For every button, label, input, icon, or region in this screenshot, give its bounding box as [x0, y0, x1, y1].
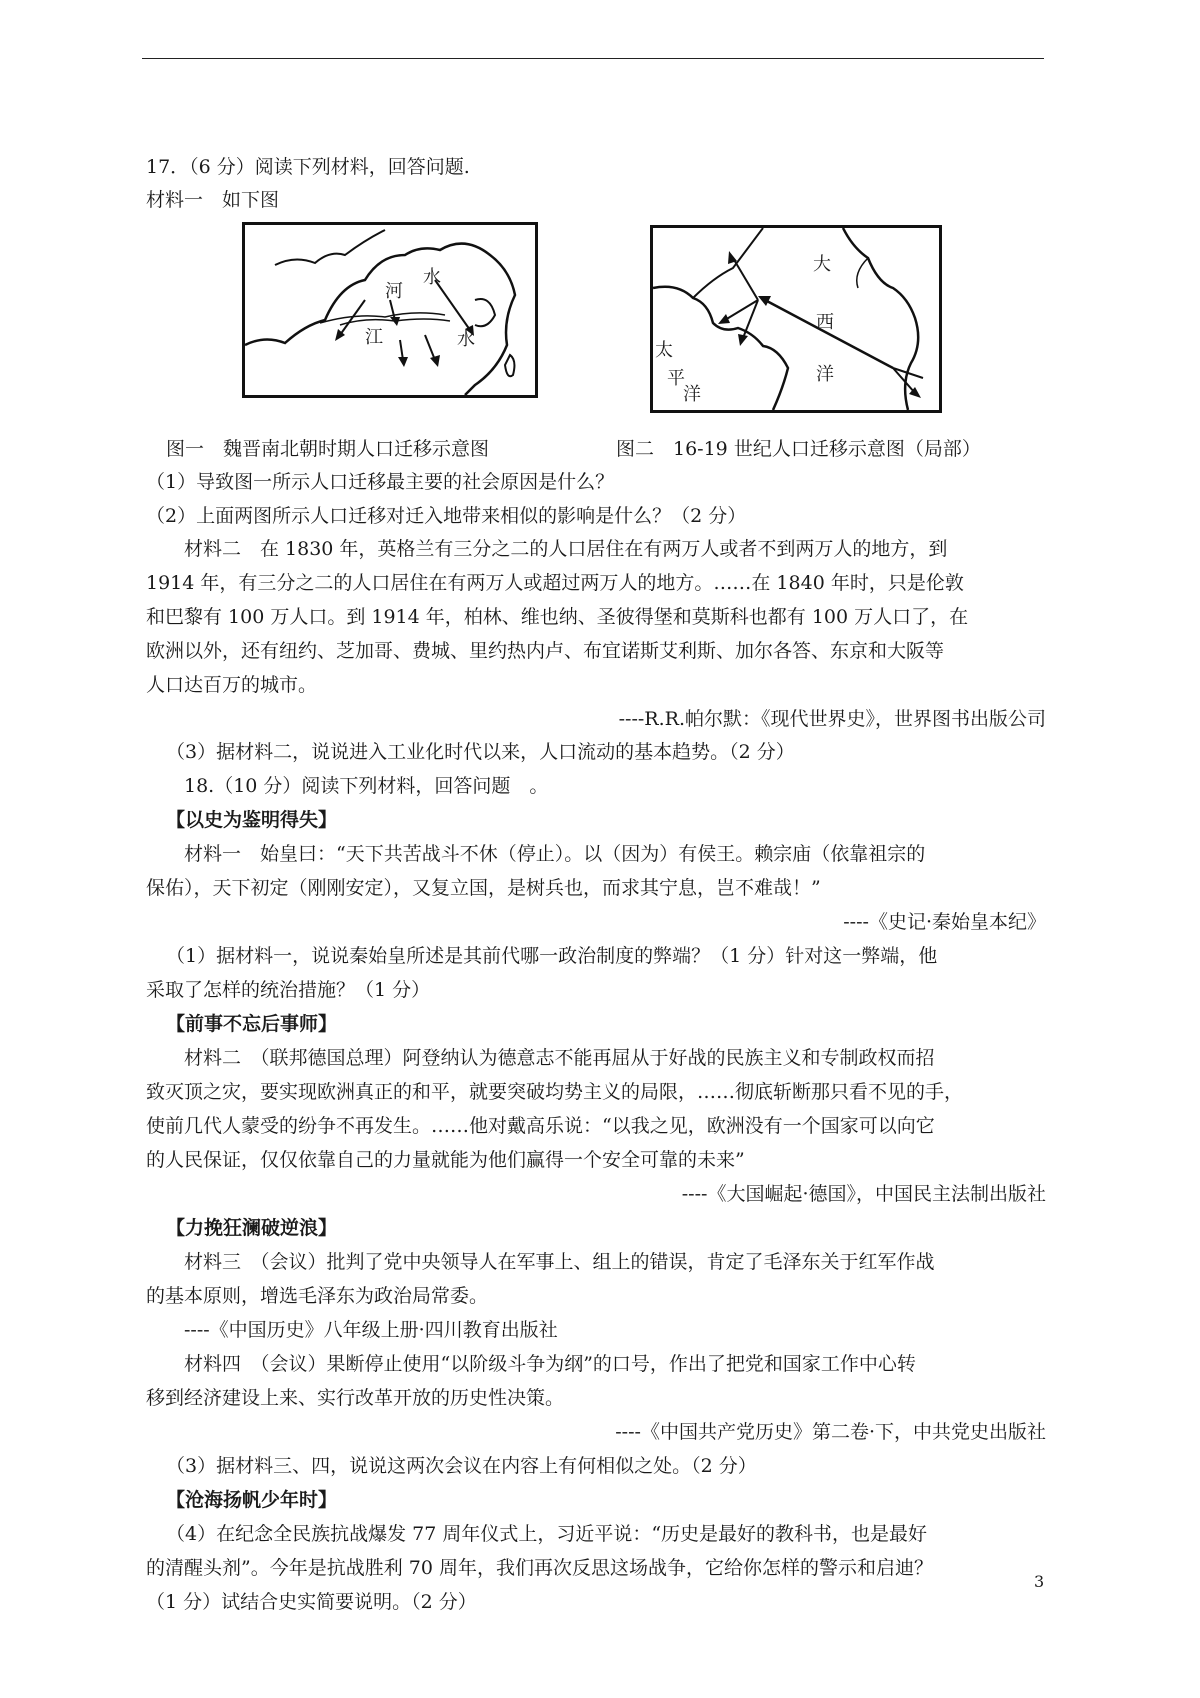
header-rule [142, 58, 1044, 59]
q18-heading-3: 【力挽狂澜破逆浪】 [166, 1217, 338, 1239]
map1-label-he: 河 [385, 281, 403, 302]
q18-m1-line-2: 保佑），天下初定（刚刚安定），又复立国，是树兵也，而求其宁息，岂不难哉！” [146, 877, 821, 899]
q18-m2-line-1: 材料二 （联邦德国总理）阿登纳认为德意志不能再屈从于好战的民族主义和专制政权而招 [184, 1047, 935, 1069]
q18-sub4-line-3: （1 分）试结合史实简要说明。（2 分） [146, 1591, 477, 1613]
q17-m2-line-2: 1914 年，有三分之二的人口居住在有两万人或超过两万人的地方。……在 1840 年时，只是伦敦 [146, 572, 964, 594]
q18-sub4-line-2: 的清醒头剂”。今年是抗战胜利 70 周年，我们再次反思这场战争，它给你怎样的警示和启迪？ [146, 1557, 933, 1579]
map1-label-shui-1: 水 [423, 267, 441, 288]
q18-sub1-line-1: （1）据材料一，说说秦始皇所述是其前代哪一政治制度的弊端？（1 分）针对这一弊端，他 [166, 945, 938, 967]
q18-m3-source: ----《中国历史》八年级上册·四川教育出版社 [184, 1319, 558, 1341]
q18-sub4-line-1: （4）在纪念全民族抗战爆发 77 周年仪式上，习近平说：“历史是最好的教科书，也是最好 [166, 1523, 928, 1545]
q17-m2-line-3: 和巴黎有 100 万人口。到 1914 年，柏林、维也纳、圣彼得堡和莫斯科也都有 100 万人口了，在 [146, 606, 969, 628]
q18-sub3: （3）据材料三、四，说说这两次会议在内容上有何相似之处。（2 分） [166, 1455, 757, 1477]
figure-1-caption: 图一 魏晋南北朝时期人口迁移示意图 [166, 438, 490, 460]
map2-label-tai: 太 [655, 340, 673, 361]
map1-drawing [245, 225, 535, 395]
q17-m2-line-5: 人口达百万的城市。 [146, 674, 318, 696]
map2-label-yang: 洋 [816, 364, 834, 385]
q17-sub2: （2）上面两图所示人口迁移对迁入地带来相似的影响是什么？（2 分） [146, 505, 747, 527]
q17-m2-source: ----R.R.帕尔默：《现代世界史》，世界图书出版公司 [618, 708, 1046, 730]
q18-heading-1: 【以史为鉴明得失】 [166, 809, 338, 831]
q18-m4-line-1: 材料四 （会议）果断停止使用“以阶级斗争为纲”的口号，作出了把党和国家工作中心转 [184, 1353, 916, 1375]
q18-heading-4: 【沧海扬帆少年时】 [166, 1489, 338, 1511]
q17-material1-label: 材料一 如下图 [146, 189, 280, 211]
q18-m1-source: ----《史记·秦始皇本纪》 [843, 911, 1046, 933]
q18-m4-source: ----《中国共产党历史》第二卷·下，中共党史出版社 [615, 1421, 1046, 1443]
q18-m1-line-1: 材料一 始皇曰：“天下共苦战斗不休（停止）。以（因为）有侯王。赖宗庙（依靠祖宗的 [184, 843, 926, 865]
q18-m2-line-2: 致灭顶之灾，要实现欧洲真正的和平，就要突破均势主义的局限，……彻底斩断那只看不见的手， [146, 1081, 964, 1103]
q18-sub1-line-2: 采取了怎样的统治措施？（1 分） [146, 979, 431, 1001]
q18-heading-2: 【前事不忘后事师】 [166, 1013, 338, 1035]
map2-label-da: 大 [813, 254, 831, 275]
map1-label-jiang: 江 [365, 327, 383, 348]
q18-m2-line-3: 使前几代人蒙受的纷争不再发生。……他对戴高乐说：“以我之见，欧洲没有一个国家可以向它 [146, 1115, 935, 1137]
page-number: 3 [1034, 1572, 1045, 1591]
map2-label-xi: 西 [816, 312, 834, 333]
q17-title: 17．（6 分）阅读下列材料，回答问题. [146, 156, 470, 178]
q18-m3-line-2: 的基本原则，增选毛泽东为政治局常委。 [146, 1285, 489, 1307]
map2-label-yang-2: 洋 [683, 384, 701, 405]
q18-title: 18.（10 分）阅读下列材料，回答问题 。 [184, 775, 549, 797]
figure-2-caption: 图二 16-19 世纪人口迁移示意图（局部） [616, 438, 981, 460]
q17-m2-line-4: 欧洲以外，还有纽约、芝加哥、费城、里约热内卢、布宜诺斯艾利斯、加尔各答、东京和大阪等 [146, 640, 945, 662]
q17-sub1: （1）导致图一所示人口迁移最主要的社会原因是什么？ [146, 471, 615, 493]
q18-m2-line-4: 的人民保证，仅仅依靠自己的力量就能为他们赢得一个安全可靠的未来” [146, 1149, 745, 1171]
q17-m2-line-1: 材料二 在 1830 年，英格兰有三分之二的人口居住在有两万人或者不到两万人的地方，到 [184, 538, 948, 560]
q18-m3-line-1: 材料三 （会议）批判了党中央领导人在军事上、组上的错误，肯定了毛泽东关于红军作战 [184, 1251, 935, 1273]
q17-sub3: （3）据材料二，说说进入工业化时代以来，人口流动的基本趋势。（2 分） [166, 741, 795, 763]
q18-m4-line-2: 移到经济建设上来、实行改革开放的历史性决策。 [146, 1387, 565, 1409]
map1-label-shui-2: 水 [457, 329, 475, 350]
map2-label-ping: 平 [667, 368, 685, 389]
map-figure-1 [242, 222, 538, 398]
map-figure-2 [650, 225, 942, 413]
q18-m2-source: ----《大国崛起·德国》，中国民主法制出版社 [681, 1183, 1046, 1205]
